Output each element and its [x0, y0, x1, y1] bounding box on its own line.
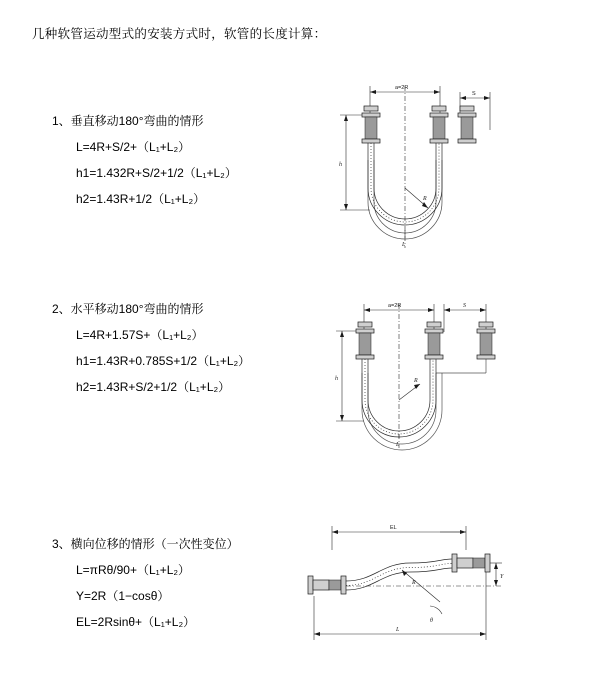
fig1-label-r: R	[423, 196, 427, 202]
fig2-label-s: S	[463, 303, 466, 309]
fig3-label-r: R	[412, 580, 416, 586]
case-3-figure	[290, 510, 520, 650]
fig2-label-r: R	[414, 378, 418, 384]
fig1-label-a: a=2R	[395, 85, 409, 91]
fig2-label-a: a=2R	[388, 303, 402, 309]
case-2-formula-3: h2=1.43R+S/2+1/2（L₁+L₂）	[76, 380, 231, 394]
fig2-label-l: L	[396, 442, 400, 448]
case-1-formula-1: L=4R+S/2+（L₁+L₂）	[76, 140, 191, 154]
fig1-label-l: L	[402, 242, 406, 248]
case-3-formula-2: Y=2R（1−cosθ）	[76, 589, 170, 603]
case-1-formula-3: h2=1.43R+1/2（L₁+L₂）	[76, 192, 206, 206]
fig1-label-h: h	[339, 162, 342, 168]
case-2-figure	[310, 288, 510, 478]
fig3-label-theta: θ	[430, 618, 433, 624]
case-1-figure	[310, 70, 510, 270]
case-2-formula-2: h1=1.43R+0.785S+1/2（L₁+L₂）	[76, 354, 251, 368]
fig3-label-l: L	[396, 627, 400, 633]
case-2-title: 2、水平移动180°弯曲的情形	[52, 302, 204, 316]
page-title: 几种软管运动型式的安装方式时，软管的长度计算：	[32, 27, 327, 41]
case-2-text-block	[52, 300, 250, 404]
case-3-text-block	[52, 535, 239, 639]
fig2-label-h: h	[335, 376, 338, 382]
case-1-text-block	[52, 112, 237, 216]
case-3-title: 3、横向位移的情形（一次性变位）	[52, 537, 239, 551]
fig3-label-y: Y	[500, 574, 504, 580]
case-3-formula-3: EL=2Rsinθ+（L₁+L₂）	[76, 615, 196, 629]
case-1-title: 1、垂直移动180°弯曲的情形	[52, 114, 204, 128]
case-1-formula-2: h1=1.432R+S/2+1/2（L₁+L₂）	[76, 166, 237, 180]
case-3-formula-1: L=πRθ/90+（L₁+L₂）	[76, 563, 191, 577]
case-2-formula-1: L=4R+1.57S+（L₁+L₂）	[76, 328, 204, 342]
fig1-label-s-top: S	[472, 91, 476, 97]
fig3-label-el: EL	[390, 525, 397, 531]
